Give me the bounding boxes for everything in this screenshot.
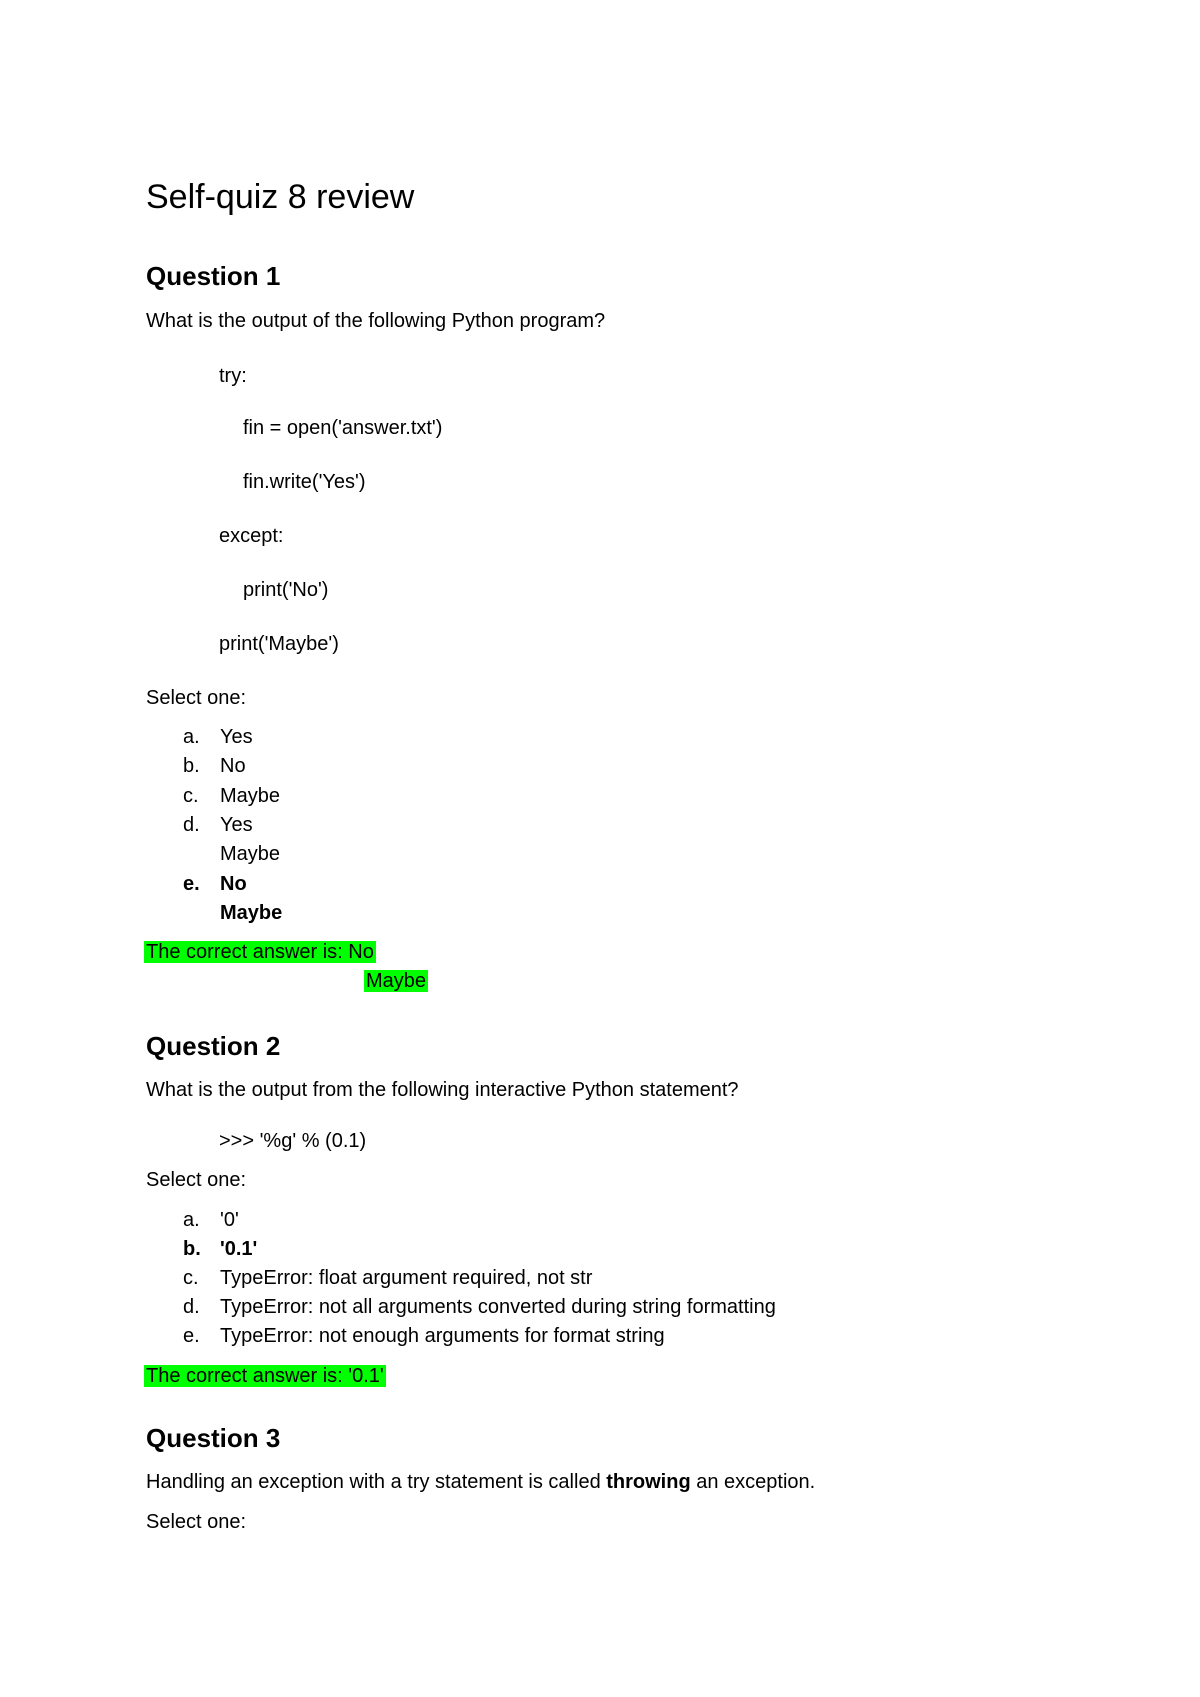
prompt-text: Handling an exception with a try statement is called [146, 1471, 601, 1493]
question-1-select-label: Select one: [146, 687, 247, 709]
option-letter: a. [183, 726, 200, 748]
question-1-correct-answer [144, 942, 376, 962]
code-line: print('No') [243, 579, 329, 601]
question-2-correct-answer [144, 1366, 386, 1386]
option-text: No [220, 873, 247, 895]
code-line: >>> '%g' % (0.1) [219, 1130, 367, 1152]
option-letter: e. [183, 1325, 200, 1347]
option-letter: b. [183, 1238, 201, 1260]
question-1-option-e-line2: Maybe [220, 902, 283, 924]
option-text: TypeError: float argument required, not str [220, 1267, 593, 1289]
option-letter: c. [183, 785, 199, 807]
question-1-heading: Question 1 [146, 261, 281, 291]
code-line: print('Maybe') [219, 633, 339, 655]
question-2-prompt: What is the output from the following interactive Python statement? [146, 1079, 739, 1101]
option-text: '0.1' [220, 1238, 258, 1260]
question-3-heading: Question 3 [146, 1423, 281, 1453]
option-text: TypeError: not enough arguments for format string [220, 1325, 665, 1347]
question-2-heading: Question 2 [146, 1031, 281, 1061]
prompt-text: an exception. [696, 1471, 816, 1493]
code-line: try: [219, 365, 247, 387]
question-3-select-label: Select one: [146, 1511, 247, 1533]
option-text: TypeError: not all arguments converted during string formatting [220, 1296, 776, 1318]
option-text: Yes [220, 726, 253, 748]
option-letter: d. [183, 814, 200, 836]
option-letter: a. [183, 1209, 200, 1231]
correct-answer-highlight: The correct answer is: No [146, 941, 374, 963]
code-line: except: [219, 525, 284, 547]
question-1-prompt: What is the output of the following Python program? [146, 310, 606, 332]
code-line: fin.write('Yes') [243, 471, 366, 493]
correct-answer-highlight: The correct answer is: '0.1' [146, 1365, 384, 1387]
question-3-prompt [146, 1472, 815, 1492]
question-2-select-label: Select one: [146, 1169, 247, 1191]
correct-answer-highlight: Maybe [366, 970, 427, 992]
option-text: Yes [220, 814, 253, 836]
question-1-option-d-line2: Maybe [220, 843, 281, 865]
option-text: '0' [220, 1209, 239, 1231]
prompt-bold-text: throwing [606, 1471, 691, 1493]
option-letter: c. [183, 1267, 199, 1289]
option-letter: e. [183, 873, 200, 895]
option-letter: b. [183, 755, 200, 777]
option-text: Maybe [220, 785, 281, 807]
option-letter: d. [183, 1296, 200, 1318]
option-text: No [220, 755, 246, 777]
code-line: fin = open('answer.txt') [243, 417, 443, 439]
question-1-correct-answer-line2 [364, 971, 428, 991]
page-title: Self-quiz 8 review [146, 178, 415, 216]
